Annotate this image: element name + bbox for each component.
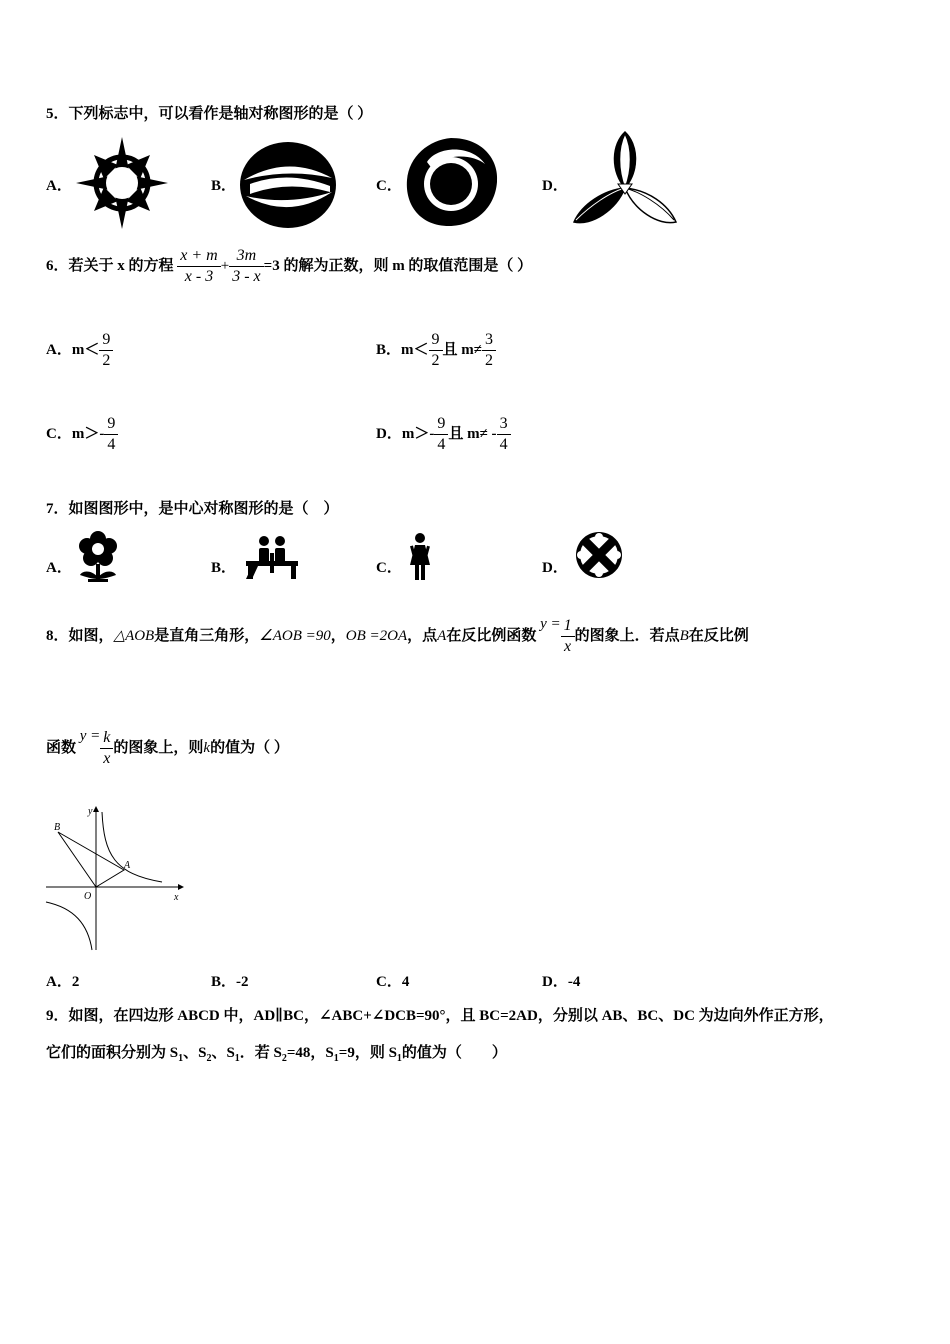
couple-bench-icon	[244, 535, 300, 581]
fraction-numerator: 9	[104, 414, 118, 435]
q6-frac1-num: x + m	[177, 246, 220, 267]
ball-x-icon	[574, 530, 624, 580]
q7-option-c-label[interactable]: C．	[376, 560, 402, 576]
fraction-numerator: 3	[497, 414, 511, 435]
q6-plus: +	[220, 257, 230, 274]
q9-stem-line1	[46, 1004, 834, 1025]
q8-math: y =	[79, 728, 101, 744]
q8-text: ，	[330, 627, 346, 644]
q8-math: A	[437, 627, 447, 644]
origin-label: O	[84, 891, 92, 902]
q7-option-b-label[interactable]: B．	[211, 560, 237, 576]
q8-text: ，点	[407, 627, 438, 644]
four-star-ring-logo-icon	[74, 135, 170, 231]
q6-option-c-fraction	[104, 414, 118, 455]
q9-line1: 如图，在四边形 ABCD 中，AD∥BC，∠ABC+∠DCB=90°，且 BC=2AD，分别以 AB、BC、DC 为边向外作正方形，	[68, 1008, 834, 1024]
q6-option-b-fraction-2	[482, 330, 496, 371]
fraction-numerator: 3	[482, 330, 496, 351]
split-circle-logo-icon	[238, 140, 338, 230]
q8-math: OB =2OA	[345, 627, 408, 644]
q8-text: 的图象上，则	[113, 739, 204, 756]
q6-option-c-label: C．m＞-	[46, 425, 105, 442]
q6-number: 6．	[46, 257, 69, 274]
q5-option-c-label[interactable]: C．	[376, 178, 402, 194]
q6-frac2-num: 3m	[229, 246, 263, 267]
q9-text: =48，S	[286, 1045, 334, 1061]
q8-option-c[interactable]: C．4	[376, 974, 410, 990]
q6-fraction-1	[177, 246, 220, 287]
q6-option-b[interactable]	[376, 330, 496, 371]
fraction-denominator: 4	[437, 436, 446, 453]
y-axis-arrow	[93, 806, 99, 812]
x-axis-label: x	[174, 892, 179, 903]
q8-option-d[interactable]: D．-4	[542, 974, 581, 990]
q6-frac1-den: x - 3	[184, 268, 214, 285]
fraction-denominator: 4	[107, 436, 116, 453]
q6-fraction-2	[229, 246, 263, 287]
q8-stem-line1	[46, 616, 749, 657]
q6-option-a-fraction	[99, 330, 113, 371]
q5-option-a-label[interactable]: A．	[46, 178, 72, 194]
subscript: 2	[206, 1053, 212, 1064]
q5-stem	[46, 102, 372, 123]
subscript: 1	[234, 1053, 240, 1064]
q8-text: 是直角三角形，	[154, 627, 260, 644]
subscript: 1	[333, 1053, 339, 1064]
flower-icon	[76, 531, 120, 583]
q8-text: 的图象上．若点	[574, 627, 680, 644]
q8-coordinate-graph	[44, 804, 184, 952]
q6-option-a-label: A．m＜	[46, 341, 100, 358]
hyperbola-branch-1	[102, 812, 162, 882]
q8-text: 如图，	[68, 627, 114, 644]
q5-number: 5．	[46, 106, 69, 122]
q6-option-d-mid: 且 m≠ -	[448, 425, 497, 442]
fraction-numerator: k	[100, 728, 113, 749]
fraction-denominator: 2	[431, 352, 440, 369]
q7-stem	[46, 497, 339, 518]
q8-stem-line2	[46, 728, 289, 769]
q7-number: 7．	[46, 501, 69, 517]
q9-text: 的值为（ ）	[401, 1045, 507, 1061]
q6-option-b-fraction	[429, 330, 443, 371]
q6-prefix: 若关于 x 的方程	[68, 257, 174, 274]
q8-fraction-1	[561, 616, 575, 657]
q7-text: 如图图形中，是中心对称图形的是（ ）	[68, 501, 339, 517]
q6-stem	[46, 246, 532, 287]
q5-option-d-label[interactable]: D．	[542, 178, 568, 194]
q6-option-b-label: B．m＜	[376, 341, 429, 358]
fraction-numerator: 9	[99, 330, 113, 351]
q8-option-b[interactable]: B．-2	[211, 974, 249, 990]
q8-text: 的值为（ ）	[210, 739, 289, 756]
hyperbola-branch-2	[46, 902, 92, 950]
q5-option-b-label[interactable]: B．	[211, 178, 237, 194]
q8-math: ∠AOB =90	[259, 627, 331, 644]
q6-option-c[interactable]	[46, 414, 118, 455]
x-axis-arrow	[178, 884, 184, 890]
y-axis-label: y	[88, 806, 93, 817]
q8-math: △AOB	[113, 627, 155, 644]
q8-option-a[interactable]: A．2	[46, 974, 80, 990]
woman-icon	[408, 533, 432, 581]
point-a-label: A	[124, 860, 131, 871]
fraction-denominator: 4	[499, 436, 508, 453]
q9-number: 9．	[46, 1008, 69, 1024]
q8-math: y =	[540, 616, 561, 632]
q5-text: 下列标志中，可以看作是轴对称图形的是（ ）	[68, 106, 373, 122]
subscript: 1	[178, 1053, 184, 1064]
fraction-numerator: 9	[434, 414, 448, 435]
q6-option-d[interactable]	[376, 414, 511, 455]
q6-frac2-den: 3 - x	[232, 268, 261, 285]
fraction-denominator: x	[103, 750, 111, 767]
q9-stem-line2	[46, 1041, 507, 1064]
q7-option-a-label[interactable]: A．	[46, 560, 72, 576]
fraction-numerator: 1	[561, 616, 575, 637]
subscript: 2	[281, 1053, 287, 1064]
q8-math: B	[679, 627, 689, 644]
q9-text: 、S	[183, 1045, 207, 1061]
q6-option-d-fraction-2	[497, 414, 511, 455]
q6-option-d-fraction	[434, 414, 448, 455]
q6-suffix: =3 的解为正数，则 m 的取值范围是（ ）	[263, 257, 533, 274]
subscript: 1	[396, 1053, 402, 1064]
fraction-numerator: 9	[429, 330, 443, 351]
q9-text: 它们的面积分别为 S	[46, 1045, 179, 1061]
fraction-denominator: 2	[102, 352, 111, 369]
q8-math: k	[203, 739, 211, 756]
q9-text: =9，则 S	[338, 1045, 397, 1061]
q9-text: 、S	[211, 1045, 235, 1061]
fraction-denominator: x	[564, 638, 572, 655]
q8-text: 在反比例函数	[446, 627, 537, 644]
q8-fraction-2	[100, 728, 113, 769]
q6-option-a[interactable]	[46, 330, 113, 371]
q8-text: 函数	[46, 739, 77, 756]
swirl-circle-logo-icon	[403, 134, 499, 230]
q8-text: 在反比例	[688, 627, 749, 644]
q9-text: ．若 S	[239, 1045, 282, 1061]
fraction-denominator: 2	[485, 352, 493, 369]
point-b-label: B	[54, 822, 61, 833]
q7-option-d-label[interactable]: D．	[542, 560, 568, 576]
q6-option-b-mid: 且 m≠	[442, 341, 482, 358]
tri-petal-logo-icon	[570, 130, 680, 230]
q6-option-d-label: D．m＞-	[376, 425, 435, 442]
q8-number: 8．	[46, 627, 69, 644]
